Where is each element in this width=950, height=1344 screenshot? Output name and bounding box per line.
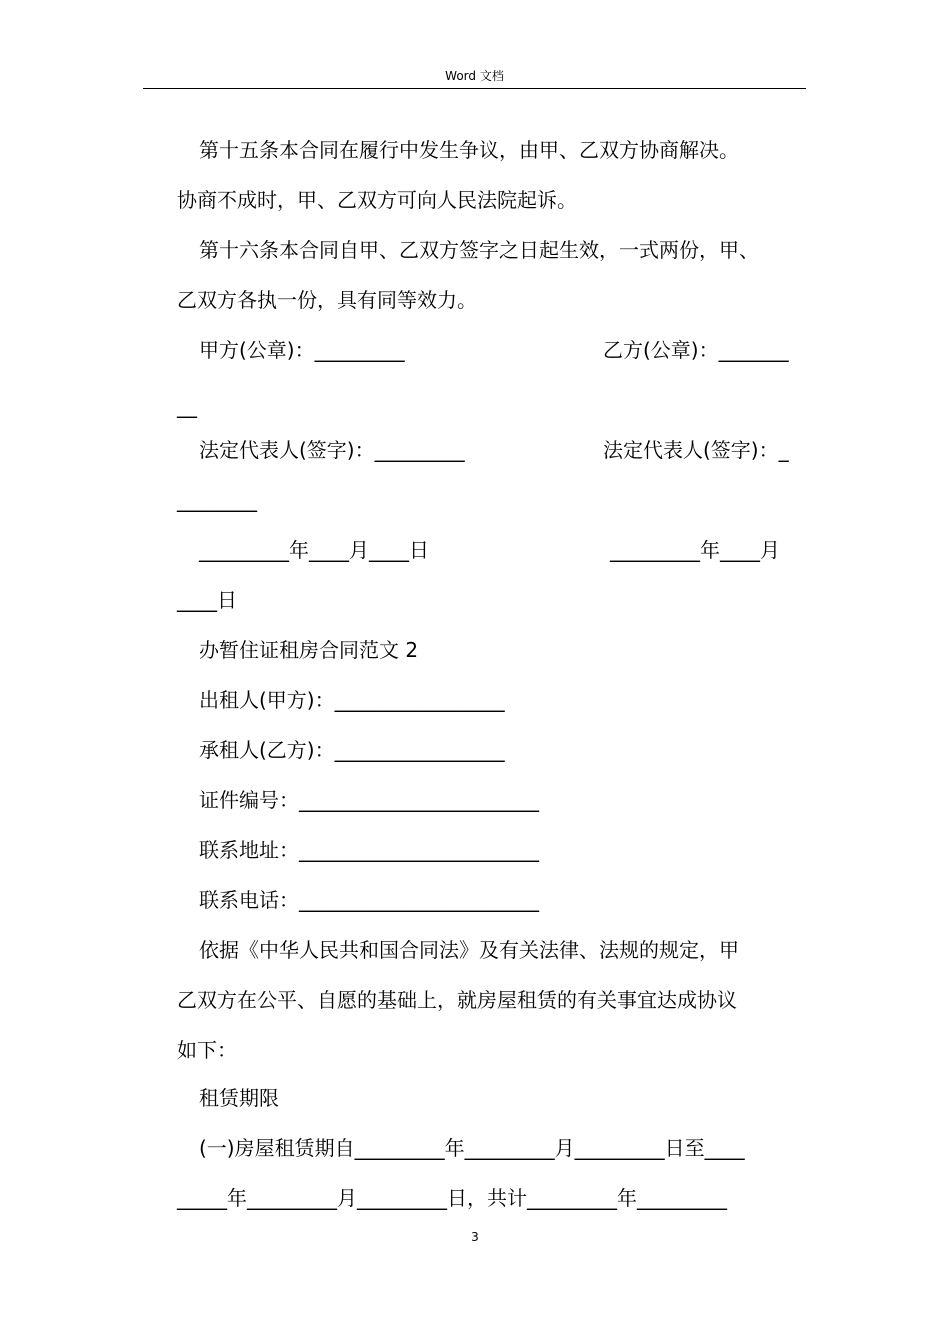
party-a-seal-line: 甲方(公章)：_________ (199, 338, 405, 362)
header-title: Word 文档 (445, 69, 504, 83)
paragraph-line: 第十五条本合同在履行中发生争议，由甲、乙双方协商解决。 (199, 138, 739, 162)
section-title: 办暂住证租房合同范文 2 (199, 638, 419, 662)
paragraph-line: _____年_________月_________日，共计_________年_________ (177, 1186, 727, 1210)
paragraph-line: 第十六条本合同自甲、乙双方签字之日起生效，一式两份，甲、 (199, 238, 759, 262)
lessee-field-line: 承租人(乙方)：_________________ (199, 738, 505, 762)
paragraph-line: 乙双方各执一份，具有同等效力。 (177, 288, 477, 312)
page-header (143, 66, 806, 89)
party-b-representative-line: 法定代表人(签字)：_ (603, 438, 789, 462)
page-number: 3 (471, 1230, 479, 1244)
paragraph-line: 依据《中华人民共和国合同法》及有关法律、法规的规定，甲 (199, 938, 739, 962)
party-b-date-line-continued: ____日 (177, 588, 237, 612)
party-b-representative-line-continued: ________ (177, 488, 257, 512)
party-b-seal-line: 乙方(公章)：_______ (603, 338, 789, 362)
party-a-representative-line: 法定代表人(签字)：_________ (199, 438, 465, 462)
phone-field-line: 联系电话：________________________ (199, 888, 539, 912)
party-b-date-line: _________年____月 (610, 538, 780, 562)
address-field-line: 联系地址：________________________ (199, 838, 539, 862)
id-number-field-line: 证件编号：________________________ (199, 788, 539, 812)
party-a-date-line: _________年____月____日 (199, 538, 429, 562)
paragraph-line: (一)房屋租赁期自_________年_________月_________日至____ (199, 1136, 745, 1160)
paragraph-line: 协商不成时，甲、乙双方可向人民法院起诉。 (177, 188, 577, 212)
paragraph-line: 乙双方在公平、自愿的基础上，就房屋租赁的有关事宜达成协议 (177, 988, 737, 1012)
lessor-field-line: 出租人(甲方)：_________________ (199, 688, 505, 712)
clause-heading: 租赁期限 (199, 1086, 279, 1110)
party-b-seal-line-continued: __ (177, 394, 197, 418)
paragraph-line: 如下： (177, 1038, 237, 1062)
